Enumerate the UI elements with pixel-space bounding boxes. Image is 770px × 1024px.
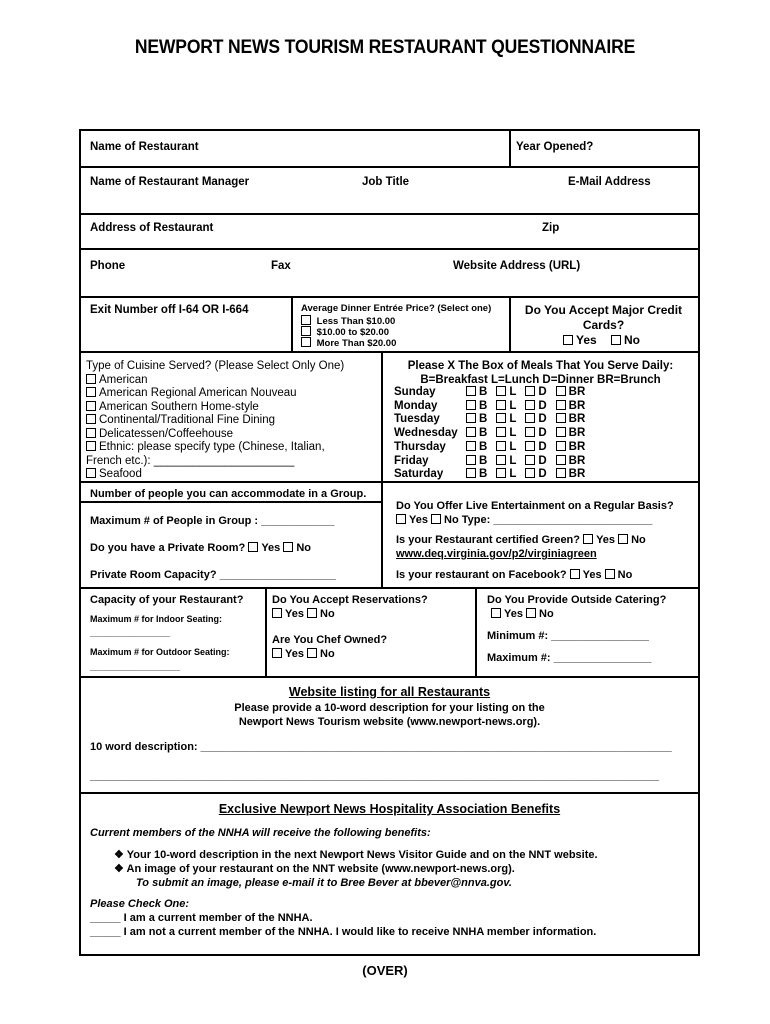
- checkbox-icon[interactable]: [272, 608, 282, 618]
- catering-maximum-field[interactable]: Maximum #: ________________: [487, 652, 652, 664]
- meal-row: [394, 427, 594, 441]
- benefit-item: ❖ Your 10-word description in the next Newport News Visitor Guide and on the NNT website.: [114, 849, 598, 861]
- price-option[interactable]: $10.00 to $20.00: [301, 326, 389, 338]
- catering-answer[interactable]: Yes No: [491, 607, 554, 621]
- exit-number-label: Exit Number off I-64 OR I-664: [90, 304, 249, 316]
- price-option[interactable]: More Than $20.00: [301, 337, 396, 349]
- meal-checkbox[interactable]: L: [496, 441, 525, 455]
- checkbox-icon: [301, 337, 311, 347]
- page-title: NEWPORT NEWS TOURISM RESTAURANT QUESTIONNAIRE: [134, 36, 636, 58]
- meal-row: [394, 468, 594, 482]
- price-question: Average Dinner Entrée Price? (Select one): [301, 303, 492, 314]
- checkbox-icon[interactable]: [431, 514, 441, 524]
- divider: [81, 481, 698, 483]
- entertainment-question: Do You Offer Live Entertainment on a Regular Basis?: [396, 500, 674, 512]
- checkbox-icon: [525, 386, 535, 396]
- meal-checkbox[interactable]: D: [525, 468, 555, 482]
- divider: [475, 587, 477, 676]
- checkbox-icon[interactable]: [272, 648, 282, 658]
- phone-label: Phone: [90, 260, 126, 272]
- checkbox-icon: [86, 441, 96, 451]
- group-capacity-label: Number of people you can accommodate in a Group.: [90, 488, 367, 500]
- divider: [81, 587, 698, 589]
- day-label: Thursday: [394, 440, 446, 453]
- meal-checkbox[interactable]: D: [525, 455, 555, 469]
- credit-card-question: Do You Accept Major Credit: [524, 303, 683, 317]
- checkbox-icon: [466, 441, 476, 451]
- website-label: Website Address (URL): [453, 260, 581, 272]
- day-label: Sunday: [394, 386, 436, 398]
- meal-row: [394, 441, 594, 455]
- divider: [81, 248, 698, 250]
- divider: [509, 131, 511, 166]
- checkbox-icon[interactable]: [618, 534, 628, 544]
- non-member-option[interactable]: _____ I am not a current member of the NNHA. I would like to receive NNHA member information.: [90, 926, 597, 938]
- checkbox-icon: [496, 468, 506, 478]
- nnha-intro: Current members of the NNHA will receive the following benefits:: [90, 827, 431, 839]
- checkbox-icon: [466, 400, 476, 410]
- job-title-label: Job Title: [362, 176, 410, 188]
- checkbox-icon: [86, 401, 96, 411]
- manager-label: Name of Restaurant Manager: [90, 176, 250, 188]
- checkbox-icon: [556, 427, 566, 437]
- meal-row: [394, 455, 594, 469]
- checkbox-icon: [525, 455, 535, 465]
- cuisine-option[interactable]: Ethnic: please specify type (Chinese, Italian,: [86, 440, 325, 454]
- checkbox-icon: [86, 414, 96, 424]
- divider: [81, 213, 698, 215]
- meal-checkbox[interactable]: BR: [556, 427, 595, 441]
- over-label: (OVER): [362, 963, 408, 978]
- questionnaire-form: [79, 129, 700, 956]
- meal-checkbox[interactable]: BR: [556, 413, 595, 427]
- checkbox-icon: [496, 386, 506, 396]
- meal-checkbox[interactable]: BR: [556, 441, 595, 455]
- meal-checkbox[interactable]: L: [496, 386, 525, 400]
- checkbox-icon: [525, 413, 535, 423]
- checkbox-icon: [301, 326, 311, 336]
- cuisine-heading: Type of Cuisine Served? (Please Select Only One): [86, 360, 345, 372]
- listing-instructions: Please provide a 10-word description for your listing on the: [234, 702, 545, 714]
- meals-heading: Please X The Box of Meals That You Serve Daily:: [407, 360, 674, 372]
- meal-checkbox[interactable]: B: [466, 441, 496, 455]
- green-link[interactable]: www.deq.virginia.gov/p2/virginiagreen: [396, 548, 597, 560]
- meal-checkbox[interactable]: B: [466, 400, 496, 414]
- meal-checkbox[interactable]: BR: [556, 386, 595, 400]
- checkbox-icon: [301, 315, 311, 325]
- meal-checkbox[interactable]: D: [525, 413, 555, 427]
- address-label: Address of Restaurant: [90, 222, 214, 234]
- meal-checkbox[interactable]: D: [525, 441, 555, 455]
- catering-question: Do You Provide Outside Catering?: [487, 594, 667, 606]
- checkbox-icon: [556, 441, 566, 451]
- checkbox-icon: [556, 468, 566, 478]
- meal-checkbox[interactable]: B: [466, 455, 496, 469]
- benefit-note: To submit an image, please e-mail it to Bree Bever at bbever@nnva.gov.: [136, 877, 512, 889]
- checkbox-icon: [466, 413, 476, 423]
- email-label: E-Mail Address: [568, 176, 651, 188]
- checkbox-icon: [525, 468, 535, 478]
- outdoor-seating-field[interactable]: __________________: [90, 662, 181, 672]
- meal-checkbox[interactable]: B: [466, 468, 496, 482]
- checkbox-icon[interactable]: [570, 569, 580, 579]
- listing-instructions: Newport News Tourism website (www.newport-news.org).: [238, 716, 541, 728]
- benefit-item: ❖ An image of your restaurant on the NNT website (www.newport-news.org).: [114, 863, 515, 875]
- meal-checkbox[interactable]: BR: [556, 455, 595, 469]
- checkbox-icon: [466, 386, 476, 396]
- meal-row: [394, 400, 594, 414]
- checkbox-icon: [466, 455, 476, 465]
- listing-heading: Website listing for all Restaurants: [288, 685, 491, 699]
- meal-checkbox[interactable]: L: [496, 400, 525, 414]
- check-one-label: Please Check One:: [90, 898, 190, 910]
- checkbox-icon[interactable]: [307, 608, 317, 618]
- checkbox-icon[interactable]: [283, 542, 293, 552]
- credit-card-yes[interactable]: Yes: [563, 333, 597, 347]
- checkbox-icon[interactable]: [396, 514, 406, 524]
- divider: [81, 676, 698, 678]
- day-label: Wednesday: [394, 427, 458, 440]
- member-option[interactable]: _____ I am a current member of the NNHA.: [90, 912, 313, 924]
- indoor-seating-label: Maximum # for Indoor Seating:: [90, 614, 223, 624]
- checkbox-icon: [496, 400, 506, 410]
- day-label: Friday: [394, 454, 429, 467]
- meal-checkbox[interactable]: BR: [556, 400, 595, 414]
- cuisine-option[interactable]: Seafood: [86, 467, 142, 481]
- cuisine-option[interactable]: American Southern Home-style: [86, 400, 259, 414]
- checkbox-icon: [86, 428, 96, 438]
- checkbox-icon: [86, 468, 96, 478]
- day-label: Monday: [394, 399, 438, 412]
- year-opened-label: Year Opened?: [516, 141, 594, 153]
- max-group-field[interactable]: Maximum # of People in Group : ____________: [90, 515, 335, 527]
- divider: [81, 351, 698, 353]
- checkbox-icon: [525, 427, 535, 437]
- meal-checkbox[interactable]: D: [525, 386, 555, 400]
- divider: [81, 296, 698, 298]
- checkbox-icon: [556, 386, 566, 396]
- checkbox-icon: [86, 374, 96, 384]
- checkbox-icon: [86, 387, 96, 397]
- checkbox-icon: [466, 427, 476, 437]
- meals-table: [394, 386, 594, 482]
- checkbox-icon: [525, 400, 535, 410]
- nnha-heading: Exclusive Newport News Hospitality Association Benefits: [218, 802, 561, 816]
- checkbox-icon: [525, 441, 535, 451]
- day-label: Tuesday: [394, 413, 440, 426]
- checkbox-icon: [611, 335, 621, 345]
- facebook-question: Is your restaurant on Facebook? Yes No: [396, 569, 633, 581]
- divider: [81, 166, 698, 168]
- day-label: Saturday: [394, 468, 444, 481]
- checkbox-icon[interactable]: [605, 569, 615, 579]
- checkbox-icon[interactable]: [583, 534, 593, 544]
- green-question: Is your Restaurant certified Green? Yes No: [396, 534, 646, 546]
- restaurant-name-label: Name of Restaurant: [90, 141, 199, 153]
- meal-checkbox[interactable]: D: [525, 427, 555, 441]
- zip-label: Zip: [542, 222, 560, 234]
- cuisine-option[interactable]: American: [86, 373, 148, 387]
- credit-card-no[interactable]: No: [611, 333, 640, 347]
- meal-row: [394, 386, 594, 400]
- credit-card-question: Cards?: [582, 318, 625, 332]
- cuisine-option[interactable]: Continental/Traditional Fine Dining: [86, 413, 275, 427]
- meal-checkbox[interactable]: L: [496, 468, 525, 482]
- checkbox-icon: [556, 413, 566, 423]
- catering-minimum-field[interactable]: Minimum #: ________________: [487, 630, 650, 642]
- reservations-answer[interactable]: Yes No: [272, 607, 335, 621]
- diamond-bullet-icon: ❖: [114, 863, 124, 875]
- checkbox-icon: [496, 441, 506, 451]
- checkbox-icon: [556, 400, 566, 410]
- chef-owned-answer[interactable]: Yes No: [272, 647, 335, 661]
- private-room-question: Do you have a Private Room? Yes No: [90, 542, 312, 554]
- capacity-question: Capacity of your Restaurant?: [90, 594, 244, 606]
- meal-checkbox[interactable]: D: [525, 400, 555, 414]
- checkbox-icon: [496, 427, 506, 437]
- meal-checkbox[interactable]: B: [466, 413, 496, 427]
- cuisine-option[interactable]: Delicatessen/Coffeehouse: [86, 427, 233, 441]
- meal-checkbox[interactable]: B: [466, 386, 496, 400]
- meal-row: [394, 413, 594, 427]
- chef-owned-question: Are You Chef Owned?: [272, 634, 388, 646]
- price-option[interactable]: Less Than $10.00: [301, 315, 395, 327]
- meal-checkbox[interactable]: L: [496, 413, 525, 427]
- checkbox-icon[interactable]: [248, 542, 258, 552]
- private-room-capacity-field[interactable]: Private Room Capacity? ___________________: [90, 569, 336, 581]
- outdoor-seating-label: Maximum # for Outdoor Seating:: [90, 647, 230, 657]
- checkbox-icon: [496, 455, 506, 465]
- checkbox-icon: [556, 455, 566, 465]
- divider: [291, 296, 293, 351]
- description-field[interactable]: 10 word description: _____________________________________________________________________________: [90, 741, 672, 753]
- meals-legend: B=Breakfast L=Lunch D=Dinner BR=Brunch: [420, 374, 661, 386]
- diamond-bullet-icon: ❖: [114, 849, 124, 861]
- reservations-question: Do You Accept Reservations?: [272, 594, 428, 606]
- divider: [81, 792, 698, 794]
- indoor-seating-field[interactable]: ________________: [90, 628, 171, 638]
- checkbox-icon[interactable]: [307, 648, 317, 658]
- divider: [265, 587, 267, 676]
- checkbox-icon: [563, 335, 573, 345]
- divider: [81, 501, 381, 503]
- ethnic-specify-field[interactable]: French etc.): ______________________: [86, 455, 295, 467]
- meal-checkbox[interactable]: L: [496, 455, 525, 469]
- meal-checkbox[interactable]: L: [496, 427, 525, 441]
- description-field-line2[interactable]: _____________________________________________________________________________________________: [90, 770, 659, 782]
- entertainment-answer[interactable]: Yes No Type: __________________________: [396, 513, 652, 527]
- checkbox-icon[interactable]: [526, 608, 536, 618]
- checkbox-icon: [496, 413, 506, 423]
- cuisine-option[interactable]: American Regional American Nouveau: [86, 386, 297, 400]
- checkbox-icon[interactable]: [491, 608, 501, 618]
- checkbox-icon: [466, 468, 476, 478]
- meal-checkbox[interactable]: BR: [556, 468, 595, 482]
- meal-checkbox[interactable]: B: [466, 427, 496, 441]
- fax-label: Fax: [271, 260, 291, 272]
